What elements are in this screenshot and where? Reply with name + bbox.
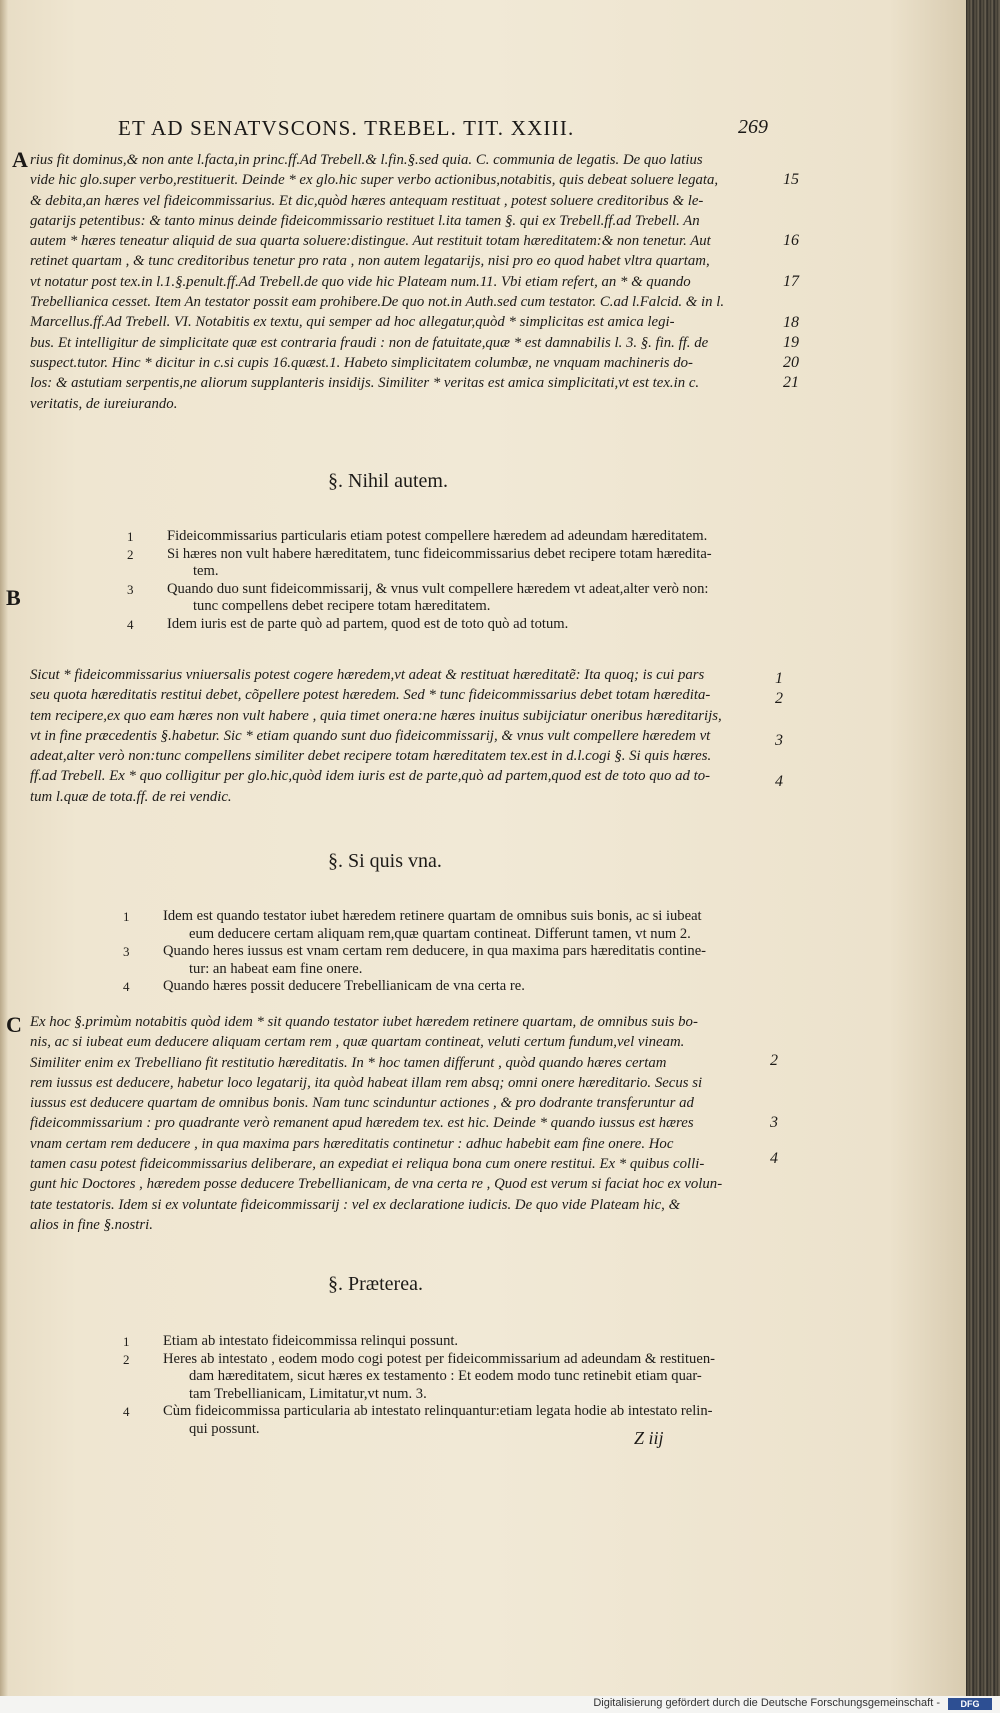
commentary-a-line: retinet quartam , & tunc creditoribus tenetur pro rata , non autem legatarijs, nisi pro eo quod habet vltra quartam, [30, 253, 710, 270]
commentary-b-line: tem recipere,ex quo eam hæres non vult habere , quia timet onera:ne hæres inuitus subijciatur oneribus hæreditarijs, [30, 707, 722, 724]
commentary-c-line: fideicommissarium : pro quadrante verò remanent apud hæredem tex. est hic. Deinde * quando iussus est hæres [30, 1115, 694, 1132]
summary-b-item [127, 528, 767, 546]
footer-credit: Digitalisierung gefördert durch die Deutsche Forschungsgemeinschaft - [593, 1697, 940, 1709]
section-heading-si-quis-vna: §. Si quis vna. [328, 850, 442, 872]
commentary-a-line: Trebellianica cesset. Item An testator possit eam prohibere.De quo not.in Auth.sed cum testator. C.ad l.Falcid. & in l. [30, 294, 725, 311]
summary-d-item-number: 2 [123, 1351, 130, 1367]
summary-d-item [123, 1333, 783, 1351]
running-title: ET AD SENATVSCONS. TREBEL. TIT. XXIII. [118, 116, 575, 140]
summary-b-item-number: 4 [127, 616, 134, 632]
commentary-b-line: tum l.quæ de tota.ff. de rei vendic. [30, 788, 232, 805]
commentary-a-line: vt notatur post tex.in l.1.§.penult.ff.Ad Trebell.de quo vide hic Plateam num.11. Vbi etiam refert, an * & quando [30, 273, 691, 290]
summary-c-item-number: 3 [123, 944, 130, 959]
commentary-section-b [30, 665, 770, 807]
summary-b-item-text: Si hæres non vult habere hæreditatem, tunc fideicommissarius debet recipere totam hæredita- [167, 545, 712, 562]
section-a-margin-number: 20 [783, 354, 799, 371]
commentary-a-line: veritatis, de iureiurando. [30, 395, 178, 412]
summary-b-item-text: Fideicommissarius particularis etiam potest compellere hæredem ad adeundam hæreditatem. [167, 528, 708, 544]
page-gutter-shadow [0, 0, 8, 1713]
commentary-a-line: los: & astutiam serpentis,ne aliorum supplanteris insidijs. Similiter * veritas est amica simplicitati,vt est tex.in c. [30, 375, 700, 392]
section-a-margin-number: 19 [783, 334, 799, 351]
commentary-c-line: tate testatoris. Idem si ex voluntate fideicommissarij : vel ex declaratione iudicis. De quo vide Plateam hic, & [30, 1196, 681, 1213]
commentary-a-line: suspect.tutor. Hinc * dicitur in c.si cupis 16.quæst.1. Habeto simplicitatem columbæ, ne vnquam machineris do- [30, 354, 693, 371]
summary-b-item [127, 580, 767, 616]
summary-c-item-text: tur: an habeat eam fine onere. [189, 960, 363, 977]
commentary-b-line: seu quota hæreditatis restitui debet, cõpellere potest hæredem. Sed * tunc fideicommissarius debet totam hæredita- [30, 687, 711, 704]
commentary-c-line: Ex hoc §.primùm notabitis quòd idem * sit quando testator iubet hæredem retinere quartam, de omnibus suis bo- [30, 1014, 698, 1030]
summary-d-item [123, 1350, 783, 1404]
summary-list-si-quis-vna [123, 908, 763, 996]
summary-list-nihil-autem [127, 528, 767, 633]
commentary-a-line: autem * hæres teneatur aliquid de sua quarta soluere:distingue. Aut restituit totam hæreditatem:& non tenetur. Aut [30, 233, 711, 250]
commentary-b-line: Sicut * fideicommissarius vniuersalis potest cogere hæredem,vt adeat & restituat hæreditatẽ: Ita quoq; is cui pars [30, 667, 705, 683]
digitization-footer [0, 1696, 1000, 1713]
commentary-a-line: rius fit dominus,& non ante l.facta,in princ.ff.Ad Trebell.& l.fin.§.sed quia. C. communia de legatis. De quo latius [30, 152, 703, 168]
summary-c-item [123, 943, 763, 978]
margin-marker-b: B [6, 585, 21, 610]
summary-c-item-number: 1 [123, 909, 130, 924]
summary-d-item-number: 1 [123, 1334, 130, 1349]
commentary-section-a [30, 150, 770, 414]
summary-d-item-text: qui possunt. [189, 1420, 260, 1437]
section-heading-praeterea: §. Præterea. [328, 1273, 423, 1295]
section-b-margin-number: 1 [775, 670, 783, 687]
section-heading-nihil-autem: §. Nihil autem. [328, 470, 448, 492]
commentary-c-line: nis, ac si iubeat eum deducere aliquam certam rem , quæ quartam contineat, veluti certum fundum,vel vineam. [30, 1034, 685, 1051]
summary-c-item [123, 908, 763, 943]
commentary-section-c [30, 1012, 770, 1235]
margin-marker-c: C [6, 1012, 22, 1037]
commentary-a-line: Marcellus.ff.Ad Trebell. VI. Notabitis ex textu, qui semper ad hoc allegatur,quòd * simplicitas est amica legi- [30, 314, 675, 331]
summary-b-item-text: Idem iuris est de parte quò ad partem, quod est de toto quò ad totum. [167, 615, 569, 632]
commentary-b-line: vt in fine præcedentis §.habetur. Sic * etiam quando sunt duo fideicommissarij, & vnus vult compellere hæredem vt [30, 727, 711, 744]
summary-d-item-text: Etiam ab intestato fideicommissa relinqui possunt. [163, 1333, 459, 1349]
summary-c-item-text: Quando heres iussus est vnam certam rem deducere, in qua maxima pars hæreditatis contine- [163, 943, 707, 959]
commentary-c-line: vnam certam rem deducere , in qua maxima pars hæreditatis continetur : adhuc habebit eam fine onere. Hoc [30, 1135, 674, 1152]
summary-b-item-number: 3 [127, 581, 134, 597]
commentary-c-line: iussus est deducere quartam de omnibus bonis. Nam tunc scinduntur actiones , & pro dodrante transferuntur ad [30, 1095, 694, 1112]
summary-c-item-text: eum deducere certam aliquam rem,quæ quartam contineat. Differunt tamen, vt num 2. [189, 925, 691, 942]
summary-list-praeterea [123, 1333, 783, 1438]
summary-c-item-text: Idem est quando testator iubet hæredem retinere quartam de omnibus suis bonis, ac si iubeat [163, 908, 702, 924]
commentary-a-line: & debita,an hæres vel fideicommissarius. Et dic,quòd hæres antequam restituat , potest soluere creditoribus & le- [30, 192, 704, 209]
summary-d-item-text: Cùm fideicommissa particularia ab intestato relinquantur:etiam legata hodie ab intestato relin- [163, 1403, 713, 1419]
commentary-a-line: gatarijs petentibus: & tanto minus deinde fideicommissario restituet l.ita tamen §. qui ex Trebell.ff.ad Trebell. An [30, 212, 700, 229]
summary-d-item-text: dam hæreditatem, sicut hæres ex testamento : Et eodem modo tunc retinebit etiam quar- [189, 1368, 702, 1384]
summary-b-item [127, 545, 767, 581]
section-a-margin-number: 18 [783, 314, 799, 331]
signature-mark: Z iij [634, 1428, 664, 1448]
summary-c-item-number: 4 [123, 979, 130, 994]
section-b-margin-number: 4 [775, 773, 783, 790]
summary-c-item-text: Quando hæres possit deducere Trebellianicam de vna certa re. [163, 978, 525, 994]
summary-b-item [127, 615, 767, 634]
commentary-c-line: gunt hic Doctores , hæredem posse deducere Trebellianicam, de vna certa re , Quod est verum si faciat hoc ex volun- [30, 1176, 723, 1193]
commentary-c-line: alios in fine §.nostri. [30, 1216, 153, 1233]
section-b-margin-number: 2 [775, 690, 783, 707]
summary-d-item-text: Heres ab intestato , eodem modo cogi potest per fideicommissarium ad adeundam & restituen- [163, 1350, 715, 1367]
commentary-a-line: vide hic glo.super verbo,restituerit. Deinde * ex glo.hic super verbo actionibus,notabitis, quis debeat soluere legata, [30, 172, 719, 189]
commentary-b-line: ff.ad Trebell. Ex * quo colligitur per glo.hic,quòd idem iuris est de parte,quò ad partem,quod est de toto quo ad to- [30, 768, 711, 785]
section-a-margin-number: 21 [783, 374, 799, 391]
section-a-margin-number: 17 [783, 273, 799, 290]
section-a-margin-number: 16 [783, 232, 799, 249]
section-b-margin-number: 3 [775, 732, 783, 749]
commentary-c-line: tamen casu potest fideicommissarius deliberare, an expediat ei reliqua bona cum onere restitui. Ex * quibus colli- [30, 1156, 705, 1173]
section-c-margin-number: 3 [770, 1114, 778, 1131]
summary-d-item [123, 1403, 783, 1438]
section-c-margin-number: 2 [770, 1052, 778, 1069]
summary-b-item-number: 2 [127, 546, 134, 562]
summary-d-item-text: tam Trebellianicam, Limitatur,vt num. 3. [189, 1385, 427, 1402]
margin-marker-a: A [12, 147, 28, 172]
summary-b-item-text: tem. [193, 563, 219, 579]
summary-d-item-number: 4 [123, 1404, 130, 1419]
summary-b-item-number: 1 [127, 529, 134, 544]
summary-b-item-text: tunc compellens debet recipere totam hæreditatem. [193, 598, 491, 614]
page-number: 269 [738, 116, 768, 138]
summary-b-item-text: Quando duo sunt fideicommissarij, & vnus vult compellere hæredem vt adeat,alter verò non: [167, 580, 709, 597]
commentary-c-line: Similiter enim ex Trebelliano fit restitutio hæreditatis. In * hoc tamen differunt , quòd quando hæres certam [30, 1054, 667, 1071]
commentary-c-line: rem iussus est deducere, habetur loco legatarij, ita quòd habeat illam rem absq; omni onere hæreditario. Secus si [30, 1074, 703, 1091]
commentary-b-line: adeat,alter verò non:tunc compellens similiter debet recipere totam hæreditatem tex.est in d.l.cogi §. Si quis hæres. [30, 748, 712, 765]
dfg-logo: DFG [948, 1698, 992, 1710]
section-c-margin-number: 4 [770, 1150, 778, 1167]
section-a-margin-number: 15 [783, 171, 799, 188]
summary-c-item [123, 978, 763, 996]
book-fore-edge [966, 0, 1000, 1713]
commentary-a-line: bus. Et intelligitur de simplicitate quæ est contraria fraudi : non de fatuitate,quæ * est damnabilis l. 3. §. fin. ff. de [30, 334, 709, 351]
